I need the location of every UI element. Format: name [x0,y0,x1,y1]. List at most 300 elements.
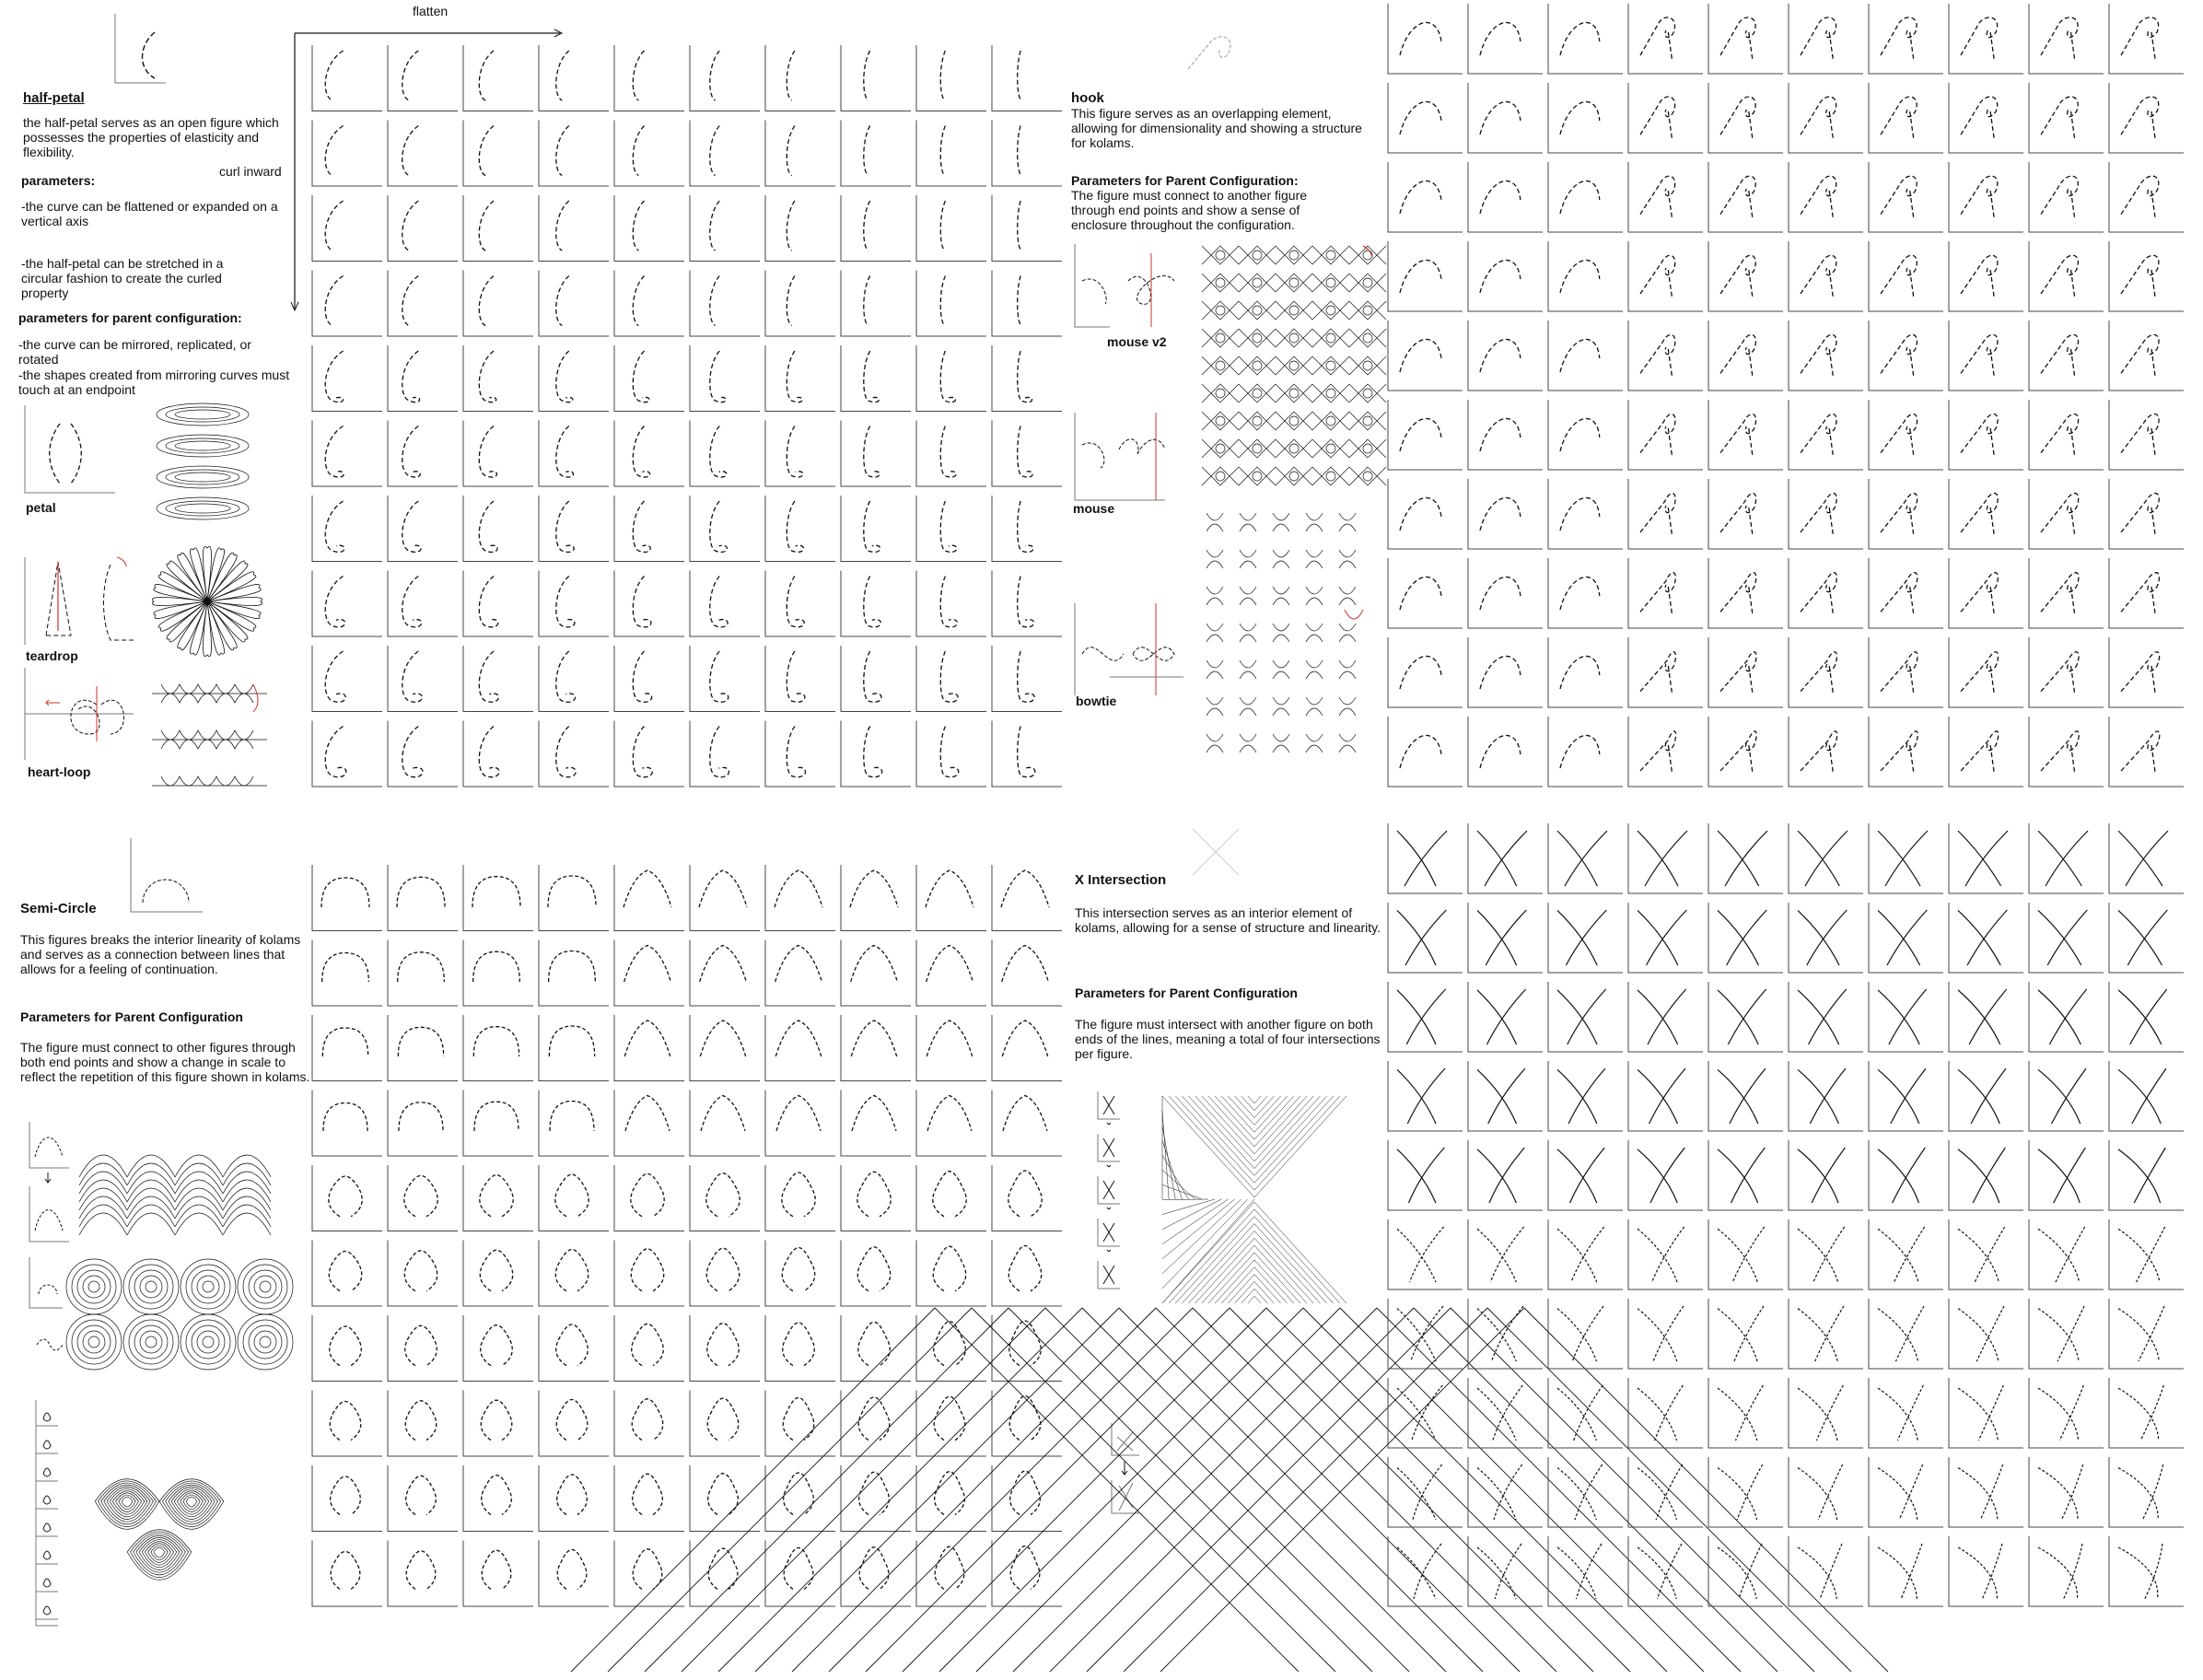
variation-cell [690,1315,760,1382]
variation-cell [1548,4,1623,74]
variation-cell [1548,637,1623,707]
variation-cell [2029,479,2104,549]
variation-cell [614,1165,684,1231]
variation-cell [463,1541,533,1607]
x-intersection-steps [1096,1091,1124,1303]
variation-cell [614,121,684,187]
variation-cell [539,1091,609,1157]
variation-cell [690,646,760,712]
x-intersection-string-pattern [1162,1096,1346,1303]
variation-cell [1708,1536,1783,1606]
variation-cell [765,940,835,1007]
variation-cell [690,1541,760,1607]
x-intersection-parent-heading: Parameters for Parent Configuration [1075,986,1298,1000]
variation-cell [388,345,458,412]
variation-cell [1949,717,2023,787]
variation-cell [841,421,911,487]
variation-cell [2029,1536,2104,1606]
variation-cell [1708,982,1783,1052]
variation-cell [388,1015,458,1081]
variation-cell [1628,1378,1703,1448]
variation-cell [1468,558,1543,628]
variation-cell [1628,1299,1703,1369]
variation-cell [1388,982,1463,1052]
bowtie-example [1073,603,1188,695]
variation-cell [1388,1457,1463,1527]
variation-cell [388,1315,458,1382]
variation-cell [1548,1219,1623,1289]
variation-cell [690,940,760,1007]
variation-cell [1628,479,1703,549]
variation-cell [388,1541,458,1607]
variation-cell [1949,558,2023,628]
variation-cell [765,1165,835,1231]
variation-cell [1628,982,1703,1052]
variation-cell [992,421,1062,487]
variation-cell [2109,823,2184,893]
variation-cell [1869,400,1943,470]
variation-cell [1468,83,1543,153]
variation-cell [312,1391,382,1457]
variation-cell [388,1165,458,1231]
hook-kolam-pattern [1197,241,1377,774]
variation-cell [916,195,986,262]
variation-cell [1949,400,2023,470]
variation-cell [992,345,1062,412]
variation-cell [690,421,760,487]
variation-cell [2109,83,2184,153]
variation-cell [1869,4,1943,74]
variation-cell [614,865,684,931]
variation-cell [1869,1061,1943,1131]
variation-cell [916,345,986,412]
variation-cell [1708,400,1783,470]
variation-cell [1388,637,1463,707]
variation-cell [992,571,1062,637]
variation-cell [1468,4,1543,74]
variation-cell [2029,637,2104,707]
variation-cell [312,940,382,1007]
variation-cell [463,721,533,788]
variation-cell [312,45,382,111]
variation-cell [539,45,609,111]
variation-cell [1789,1299,1863,1369]
variation-cell [1548,83,1623,153]
variation-cell [1628,241,1703,311]
variation-cell [992,1241,1062,1307]
variation-cell [841,646,911,712]
x-intersection-description: This intersection serves as an interior element of kolams, allowing for a sense of structure and linearity. [1075,905,1381,935]
variation-cell [841,1015,911,1081]
variation-cell [614,1465,684,1532]
variation-cell [1949,1061,2023,1131]
semi-circle-arch-pattern [74,1131,313,1246]
variation-cell [1628,1536,1703,1606]
variation-cell [1708,321,1783,391]
variation-cell [765,1541,835,1607]
variation-cell [1388,321,1463,391]
variation-cell [1388,241,1463,311]
variation-cell [841,940,911,1007]
variation-cell [841,496,911,562]
variation-cell [1468,400,1543,470]
semi-circle-parent-text: The figure must connect to other figures through both end points and show a change in scale to reflect the repetition of this figure shown in kolams. [20,1040,310,1084]
variation-cell [765,195,835,262]
variation-cell [614,345,684,412]
half-petal-variation-grid [310,41,1066,797]
variation-cell [690,496,760,562]
variation-cell [1548,823,1623,893]
variation-cell [312,1241,382,1307]
variation-cell [312,421,382,487]
variation-cell [1548,1378,1623,1448]
variation-cell [1468,823,1543,893]
variation-cell [1388,1219,1463,1289]
variation-cell [614,195,684,262]
variation-cell [690,1165,760,1231]
variation-cell [1949,162,2023,232]
variation-cell [992,865,1062,931]
variation-cell [614,1241,684,1307]
variation-cell [1949,83,2023,153]
variation-cell [463,121,533,187]
variation-cell [2029,400,2104,470]
variation-cell [539,571,609,637]
variation-cell [463,865,533,931]
variation-cell [1548,1457,1623,1527]
variation-cell [765,646,835,712]
half-petal-parent-2: -the shapes created from mirroring curves must touch at an endpoint [18,368,290,397]
variation-cell [1869,1378,1943,1448]
variation-cell [388,1465,458,1532]
variation-cell [1869,1536,1943,1606]
variation-cell [1708,162,1783,232]
variation-cell [1388,1299,1463,1369]
variation-cell [1468,1299,1543,1369]
variation-cell [916,571,986,637]
heart-loop-label: heart-loop [28,764,91,779]
variation-cell [2029,717,2104,787]
variation-cell [916,646,986,712]
variation-cell [2029,1299,2104,1369]
half-petal-title: half-petal [23,90,85,106]
variation-cell [463,45,533,111]
variation-cell [1628,1219,1703,1289]
variation-cell [2029,982,2104,1052]
variation-cell [1388,717,1463,787]
half-petal-description: the half-petal serves as an open figure which possesses the properties of elasticity and flexibility. [23,115,279,159]
variation-cell [1789,1378,1863,1448]
mouse-example [1073,413,1188,505]
variation-cell [765,1391,835,1457]
variation-cell [539,865,609,931]
variation-cell [1869,241,1943,311]
variation-cell [312,571,382,637]
half-petal-thumbnail [111,14,166,88]
variation-cell [765,496,835,562]
variation-cell [841,1315,911,1382]
variation-cell [765,1015,835,1081]
variation-cell [463,1391,533,1457]
variation-cell [463,571,533,637]
semi-circle-leaf-steps [34,1400,60,1626]
variation-cell [1468,1536,1543,1606]
variation-cell [841,1091,911,1157]
variation-cell [1468,321,1543,391]
variation-cell [1708,717,1783,787]
variation-cell [1789,1536,1863,1606]
variation-cell [614,1315,684,1382]
variation-cell [1468,241,1543,311]
variation-cell [2109,1061,2184,1131]
variation-cell [539,1315,609,1382]
variation-cell [463,1165,533,1231]
variation-cell [1548,241,1623,311]
variation-cell [765,1465,835,1532]
variation-cell [614,496,684,562]
variation-cell [312,496,382,562]
variation-cell [1949,4,2023,74]
variation-cell [312,195,382,262]
variation-cell [312,121,382,187]
variation-cell [1468,903,1543,973]
variation-cell [539,940,609,1007]
variation-cell [1708,241,1783,311]
variation-cell [463,940,533,1007]
curl-inward-label: curl inward [219,164,282,179]
variation-cell [2109,1378,2184,1448]
variation-cell [1628,717,1703,787]
variation-cell [2109,637,2184,707]
variation-cell [614,1541,684,1607]
variation-cell [463,1241,533,1307]
variation-cell [1628,83,1703,153]
variation-cell [765,45,835,111]
x-intersection-lattice [1156,1308,1368,1672]
variation-cell [1548,982,1623,1052]
variation-cell [1949,823,2023,893]
variation-cell [2109,321,2184,391]
variation-cell [1869,321,1943,391]
variation-cell [388,496,458,562]
variation-cell [1468,1378,1543,1448]
variation-cell [388,721,458,788]
variation-cell [1949,1378,2023,1448]
half-petal-param-2: -the half-petal can be stretched in a circular fashion to create the curled property [21,256,224,300]
bowtie-label: bowtie [1076,694,1117,708]
variation-cell [2109,982,2184,1052]
variation-cell [463,1015,533,1081]
variation-cell [690,1015,760,1081]
variation-cell [1388,4,1463,74]
variation-cell [916,45,986,111]
variation-cell [1548,558,1623,628]
variation-cell [916,421,986,487]
variation-cell [1388,162,1463,232]
variation-cell [312,271,382,337]
variation-cell [2109,903,2184,973]
variation-cell [992,940,1062,1007]
variation-cell [1869,717,1943,787]
variation-cell [614,421,684,487]
variation-cell [1628,823,1703,893]
variation-cell [765,121,835,187]
variation-cell [463,1465,533,1532]
heart-loop-example [23,668,134,760]
mouse-v2-example [1073,244,1188,332]
semi-circle-arch-steps [28,1122,74,1246]
variation-cell [841,1241,911,1307]
teardrop-example [23,557,134,649]
variation-cell [1628,1140,1703,1210]
variation-cell [2029,1061,2104,1131]
semi-circle-parent-heading: Parameters for Parent Configuration [20,1009,243,1024]
variation-cell [1548,400,1623,470]
variation-cell [1789,1219,1863,1289]
variation-cell [388,421,458,487]
variation-cell [1468,162,1543,232]
variation-cell [1548,1299,1623,1369]
variation-cell [992,1165,1062,1231]
variation-cell [765,571,835,637]
mouse-label: mouse [1073,501,1115,516]
variation-cell [1869,823,1943,893]
variation-cell [539,721,609,788]
variation-cell [539,1241,609,1307]
variation-cell [1468,982,1543,1052]
variation-cell [1949,1536,2023,1606]
variation-cell [1789,558,1863,628]
variation-cell [765,865,835,931]
variation-cell [2029,321,2104,391]
variation-cell [2109,558,2184,628]
variation-cell [2109,4,2184,74]
x-intersection-thumbnail [1183,820,1257,884]
variation-cell [2029,823,2104,893]
half-petal-param-1: -the curve can be flattened or expanded on a vertical axis [21,199,278,228]
variation-cell [2029,1140,2104,1210]
variation-cell [916,271,986,337]
variation-cell [916,1315,986,1382]
variation-cell [463,1091,533,1157]
variation-cell [1548,162,1623,232]
variation-cell [1949,903,2023,973]
variation-cell [765,271,835,337]
variation-cell [1388,1378,1463,1448]
variation-cell [1708,1299,1783,1369]
variation-cell [1708,83,1783,153]
variation-cell [841,1165,911,1231]
variation-cell [1949,637,2023,707]
variation-cell [1628,1061,1703,1131]
variation-cell [1628,400,1703,470]
variation-cell [841,195,911,262]
variation-cell [841,1465,911,1532]
mouse-v2-label: mouse v2 [1107,334,1167,349]
variation-cell [2109,717,2184,787]
variation-cell [1708,1140,1783,1210]
variation-cell [841,721,911,788]
variation-cell [1548,1140,1623,1210]
variation-cell [1789,4,1863,74]
heart-loop-pattern [152,675,267,804]
variation-cell [312,1091,382,1157]
x-intersection-parent-text: The figure must intersect with another figure on both ends of the lines, meaning a total of four intersections per figure. [1075,1017,1381,1061]
variation-cell [463,271,533,337]
hook-description: This figure serves as an overlapping element, allowing for dimensionality and showing a structure for kolams. [1071,106,1362,150]
semi-circle-ring-pattern [57,1257,315,1372]
variation-cell [614,1015,684,1081]
variation-cell [1548,903,1623,973]
variation-cell [1548,321,1623,391]
variation-cell [765,421,835,487]
variation-cell [1869,1140,1943,1210]
x-intersection-variation-grid [1386,820,2197,1612]
flatten-label: flatten [413,4,449,18]
variation-cell [312,865,382,931]
variation-cell [1708,1219,1783,1289]
variation-cell [463,1315,533,1382]
variation-cell [916,1391,986,1457]
variation-cell [1869,637,1943,707]
variation-cell [388,865,458,931]
variation-cell [841,571,911,637]
variation-cell [1789,1061,1863,1131]
variation-cell [2029,83,2104,153]
variation-cell [1468,717,1543,787]
variation-cell [312,345,382,412]
variation-cell [1548,479,1623,549]
variation-cell [1789,241,1863,311]
x-intersection-title: X Intersection [1075,872,1167,888]
petal-example [23,405,115,497]
variation-cell [992,1315,1062,1382]
variation-cell [2029,162,2104,232]
variation-cell [1388,558,1463,628]
variation-cell [992,1091,1062,1157]
variation-cell [690,571,760,637]
variation-cell [1789,321,1863,391]
variation-cell [1869,83,1943,153]
variation-cell [2109,1140,2184,1210]
variation-cell [539,1465,609,1532]
variation-cell [690,121,760,187]
variation-cell [992,121,1062,187]
variation-cell [1628,903,1703,973]
variation-cell [1789,903,1863,973]
variation-cell [1708,479,1783,549]
variation-cell [1388,400,1463,470]
variation-cell [1708,558,1783,628]
variation-cell [614,1091,684,1157]
variation-cell [1468,637,1543,707]
variation-cell [2029,1219,2104,1289]
variation-cell [1388,479,1463,549]
variation-cell [312,721,382,788]
variation-cell [916,721,986,788]
variation-cell [765,1315,835,1382]
variation-cell [841,1541,911,1607]
variation-cell [2029,1457,2104,1527]
variation-cell [841,45,911,111]
variation-cell [539,1015,609,1081]
variation-cell [841,865,911,931]
variation-cell [463,421,533,487]
variation-cell [841,271,911,337]
variation-cell [1949,479,2023,549]
variation-cell [992,721,1062,788]
variation-cell [312,1165,382,1231]
